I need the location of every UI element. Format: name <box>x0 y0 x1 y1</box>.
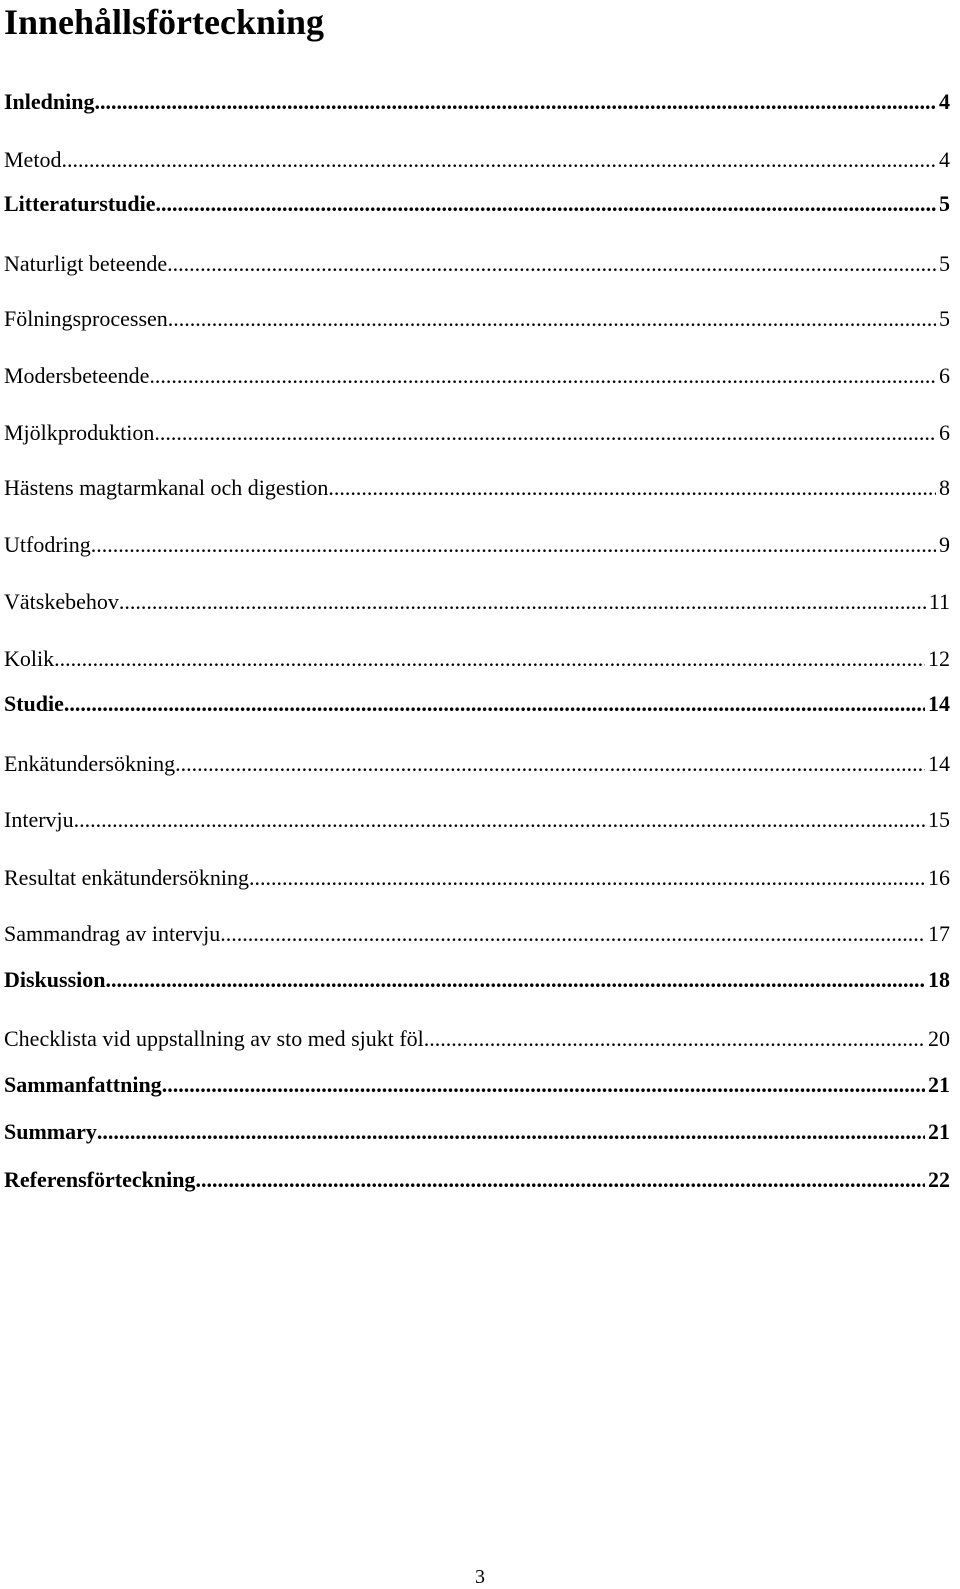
toc-entry-label: Sammanfattning <box>4 1072 162 1097</box>
toc-entry[interactable] <box>4 1071 950 1099</box>
toc-entry[interactable] <box>4 864 950 892</box>
toc-entry[interactable] <box>4 920 950 948</box>
toc-dot-leader <box>61 146 936 174</box>
toc-entry[interactable] <box>4 806 950 834</box>
toc-entry[interactable] <box>4 88 950 116</box>
toc-entry[interactable] <box>4 146 950 174</box>
toc-dot-leader <box>328 474 936 502</box>
toc-entry-page: 18 <box>928 967 950 992</box>
toc-entry-label: Vätskebehov <box>4 589 119 614</box>
toc-entry[interactable] <box>4 588 950 616</box>
toc-dot-leader <box>64 690 925 718</box>
toc-dot-leader <box>106 966 925 994</box>
toc-dot-leader <box>91 531 936 559</box>
toc-entry-page: 4 <box>939 147 950 172</box>
toc-entry-label: Kolik <box>4 646 55 671</box>
toc-entry-page: 12 <box>928 646 950 671</box>
toc-entry[interactable] <box>4 362 950 390</box>
toc-entry[interactable] <box>4 419 950 447</box>
toc-entry-page: 21 <box>928 1072 950 1097</box>
toc-entry-label: Fölningsprocessen <box>4 306 168 331</box>
toc-dot-leader <box>168 305 936 333</box>
toc-entry-label: Checklista vid uppstallning av sto med sjukt föl <box>4 1026 424 1051</box>
toc-entry[interactable] <box>4 250 950 278</box>
toc-entry-label: Litteraturstudie <box>4 191 156 216</box>
toc-dot-leader <box>119 588 926 616</box>
toc-entry-page: 17 <box>928 921 950 946</box>
toc-entry[interactable] <box>4 1166 950 1194</box>
toc-entry-page: 6 <box>939 420 950 445</box>
toc-dot-leader <box>175 750 925 778</box>
toc-dot-leader <box>220 920 925 948</box>
toc-entry-label: Sammandrag av intervju <box>4 921 221 946</box>
toc-entry-label: Enkätundersökning <box>4 751 176 776</box>
toc-entry-label: Utfodring <box>4 532 91 557</box>
toc-entry[interactable] <box>4 645 950 673</box>
toc-entry-label: Inledning <box>4 89 95 114</box>
toc-entry-label: Metod <box>4 147 62 172</box>
toc-entry-page: 20 <box>928 1026 950 1051</box>
toc-entry-label: Studie <box>4 691 64 716</box>
toc-entry-label: Summary <box>4 1119 97 1144</box>
toc-entry-page: 6 <box>939 363 950 388</box>
toc-entry[interactable] <box>4 1025 950 1053</box>
toc-dot-leader <box>156 190 936 218</box>
toc-entry-label: Naturligt beteende <box>4 251 168 276</box>
toc-entry-page: 5 <box>939 251 950 276</box>
toc-entry-page: 4 <box>939 89 950 114</box>
toc-entry-label: Modersbeteende <box>4 363 150 388</box>
toc-entry-label: Diskussion <box>4 967 106 992</box>
toc-entry-label: Intervju <box>4 807 74 832</box>
toc-entry-page: 14 <box>928 691 950 716</box>
toc-entry-page: 16 <box>928 865 950 890</box>
toc-entry-page: 5 <box>939 191 950 216</box>
toc-entry-label: Mjölkproduktion <box>4 420 155 445</box>
toc-entry[interactable] <box>4 190 950 218</box>
toc-entry-page: 9 <box>939 532 950 557</box>
toc-entry-page: 21 <box>928 1119 950 1144</box>
toc-dot-leader <box>149 362 936 390</box>
toc-entry-label: Hästens magtarmkanal och digestion <box>4 475 329 500</box>
toc-dot-leader <box>97 1118 925 1146</box>
toc-entry[interactable] <box>4 690 950 718</box>
toc-entry-page: 14 <box>928 751 950 776</box>
toc-entry[interactable] <box>4 750 950 778</box>
toc-dot-leader <box>249 864 925 892</box>
toc-entry-page: 22 <box>928 1167 950 1192</box>
toc-entry-page: 15 <box>928 807 950 832</box>
toc-entry-page: 11 <box>928 589 950 614</box>
toc-entry[interactable] <box>4 531 950 559</box>
toc-dot-leader <box>74 806 925 834</box>
toc-entry[interactable] <box>4 966 950 994</box>
toc-dot-leader <box>195 1166 925 1194</box>
toc-dot-leader <box>95 88 937 116</box>
toc-dot-leader <box>154 419 936 447</box>
toc-entry-label: Referensförteckning <box>4 1167 196 1192</box>
page-number: 3 <box>475 1566 485 1588</box>
toc-dot-leader <box>424 1025 925 1053</box>
toc-entry-page: 8 <box>939 475 950 500</box>
toc-entry[interactable] <box>4 305 950 333</box>
toc-entry-label: Resultat enkätundersökning <box>4 865 250 890</box>
toc-dot-leader <box>54 645 925 673</box>
toc-entry[interactable] <box>4 1118 950 1146</box>
toc-entry[interactable] <box>4 474 950 502</box>
toc-dot-leader <box>167 250 936 278</box>
page-title: Innehållsförteckning <box>4 2 325 42</box>
toc-dot-leader <box>162 1071 925 1099</box>
toc-entry-page: 5 <box>939 306 950 331</box>
